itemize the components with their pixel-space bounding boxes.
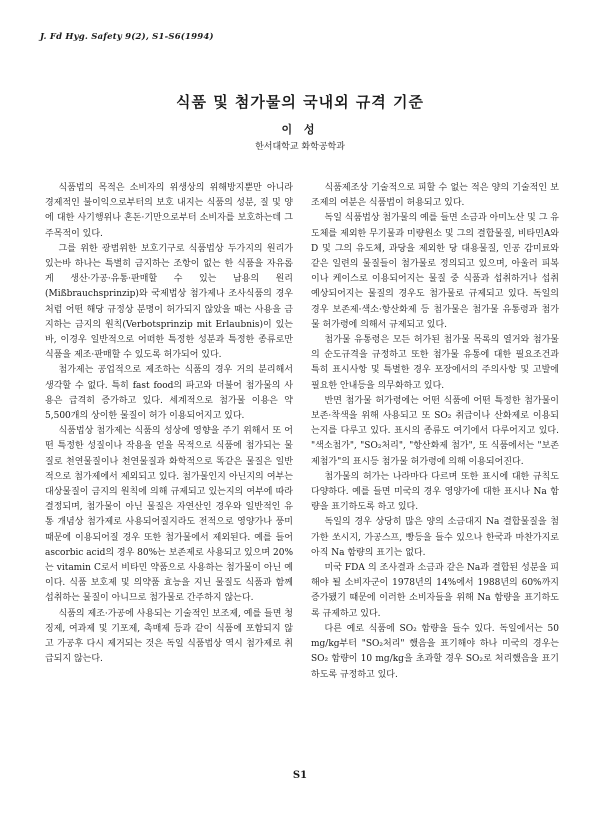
paragraph: 그를 위한 광범위한 보호기구로 식품법상 두가지의 원리가 있는바 하나는 특별히 금지하는 조항이 없는 한 식품을 자유롭게 생산·가공·유통·판매할 수 있는 남용의 원리(Mißbrauchsprinzip)와 국제법상 첨가제나 조사식품의 경우처럼 어떤 해당 규정상 분명이 허가되지 않았을 때는 사용을 금지하는 금지의 원칙(Verbotsprinzip mit Erlaubnis)이 있는바, 이경우 일반적으로 어떠한 특정한 성분과 특정한 종류로만 식품을 제조·판매할 수 있도록 허가되어 있다. bbox=[45, 243, 293, 361]
author-name: 이 성 bbox=[281, 123, 319, 136]
article-title: 식품 및 첨가물의 국내외 규격 기준 bbox=[176, 93, 424, 111]
paragraph: 첨가물 유통령은 모든 허가된 첨가물 목록의 열거와 첨가물의 순도규격을 규정하고 또한 첨가물 유통에 대한 필요조건과 특히 표시사항 및 특별한 경우 포장에서의 주의사항 및 고발에 필요한 안내등을 의무화하고 있다. bbox=[311, 335, 559, 391]
paragraph: 식품제조상 기술적으로 피할 수 없는 적은 양의 기술적인 보조제의 여분은 식품법이 허용되고 있다. bbox=[311, 183, 559, 209]
page-number: S1 bbox=[292, 770, 308, 781]
paragraph: 첨가물의 허가는 나라마다 다르며 또한 표시에 대한 규칙도 다양하다. 예를 들면 미국의 경우 영양가에 대한 표시나 Na 함량을 표기하도록 하고 있다. bbox=[311, 471, 559, 513]
left-column bbox=[45, 181, 293, 668]
right-column bbox=[311, 181, 559, 683]
paragraph: 반면 첨가물 허가령에는 어떤 식품에 어떤 특정한 첨가물이 보존·착색을 위해 사용되고 또 SO₂ 취급이나 산화제로 이용되는지를 다루고 있다. 표시의 종류도 여기에서 다루어지고 있다. "색소첨가", "SO₂처리", "항산화제 첨가", 또 식품에서는 "보존제첨가"의 표시등 첨가물 허가령에 의해 이용되어진다. bbox=[311, 395, 559, 467]
journal-reference: J. Fd Hyg. Safety 9(2), S1-S6(1994) bbox=[40, 32, 214, 42]
paragraph: 첨가제는 공업적으로 제조하는 식품의 경우 거의 분리해서 생각할 수 없다. 특히 fast food의 파고와 더불어 첨가물의 사용은 급격히 증가하고 있다. 세계적으로 첨가물 이용은 약 5,500개의 상이한 물질이 허가 이용되어지고 있다. bbox=[45, 365, 293, 422]
paragraph: 미국 FDA 의 조사결과 소금과 같은 Na과 결합된 성분을 피해야 될 소비자군이 1978년의 14%에서 1988년의 60%까지 증가됐기 때문에 이러한 소비자들을 위해 Na 함량을 표기하도록 규제하고 있다. bbox=[311, 563, 559, 619]
author-affiliation: 한서대학교 화학공학과 bbox=[255, 142, 345, 152]
paragraph: 식품법의 목적은 소비자의 위생상의 위해방지뿐만 아니라 경제적인 불이익으로부터의 보호 내지는 식품의 성분, 질 및 양에 대한 사기행위나 혼돈·기만으로부터 소비자를 보호하는데 그 주목적이 있다. bbox=[45, 183, 293, 239]
paragraph: 식품법상 첨가제는 식품의 성상에 영향을 주기 위해서 또 어떤 특정한 성질이나 작용을 얻을 목적으로 식품에 첨가되는 물질로 천연물질이나 천연물질과 화학적으로 똑같은 물질은 일반적으로 첨가제에서 제외되고 있다. 첨가물인지 아닌지의 여부는 대상물질이 금지의 원칙에 의해 규제되고 있는지의 여부에 따라 결정되며, 첨가물이 아닌 물질은 자연산인 경우와 일반적인 유통 개념상 첨가제로 사용되어질지라도 전적으로 영양가나 풍미 때문에 이용되어질 경우 또한 첨가물에서 제외된다. 예를 들어 ascorbic acid의 경우 80%는 보존제로 사용되고 있으며 20%는 vitamin C로서 비타민 약품으로 사용하는 첨가물이 아닌 예이다. 식품 보호제 및 의약품 효능을 지닌 물질도 식품과 함께 섭취하는 물질이 아니므로 첨가물로 간주하지 않는다. bbox=[45, 426, 293, 604]
paragraph: 식품의 제조·가공에 사용되는 기술적인 보조제, 예를 들면 청징제, 여과제 및 기포제, 촉매제 등과 같이 식품에 포함되지 않고 가공후 다시 제거되는 것은 독일 식품법상 역시 첨가제로 취급되지 않는다. bbox=[45, 608, 293, 665]
paragraph: 독일의 경우 상당히 많은 양의 소금대지 Na 결합물질을 첨가한 쏘시지, 가공스프, 빵등을 들수 있으나 한국과 마찬가지로 아직 Na 함량의 표기는 없다. bbox=[311, 517, 559, 558]
paragraph: 다른 예로 식품에 SO₂ 함량을 들수 있다. 독일에서는 50 mg/kg부터 "SO₂처리" 했음을 표기해야 하나 미국의 경우는 SO₂ 함량이 10 mg/kg을 초과할 경우 SO₂로 처리했음을 표기하도록 규정하고 있다. bbox=[311, 623, 559, 680]
paragraph: 독일 식품법상 첨가물의 예를 들면 소금과 아미노산 및 그 유도체를 제외한 무기물과 미량원소 및 그의 결합물질, 비타민A와 D 및 그의 유도체, 과당을 제외한 당 대용물질, 인공 감미료와 같은 일련의 물질들이 첨가물로 정의되고 있으며, 아울러 피복이나 케이스로 이용되어지는 물질 중 식품과 섭취하거나 섭취 예상되어지는 물질의 경우도 첨가물로 규제되고 있다. 독일의 경우 보존제·색소·항산화제 등 첨가물은 첨가물 유통령과 첨가물 허가령에 의해서 규제되고 있다. bbox=[311, 213, 559, 330]
